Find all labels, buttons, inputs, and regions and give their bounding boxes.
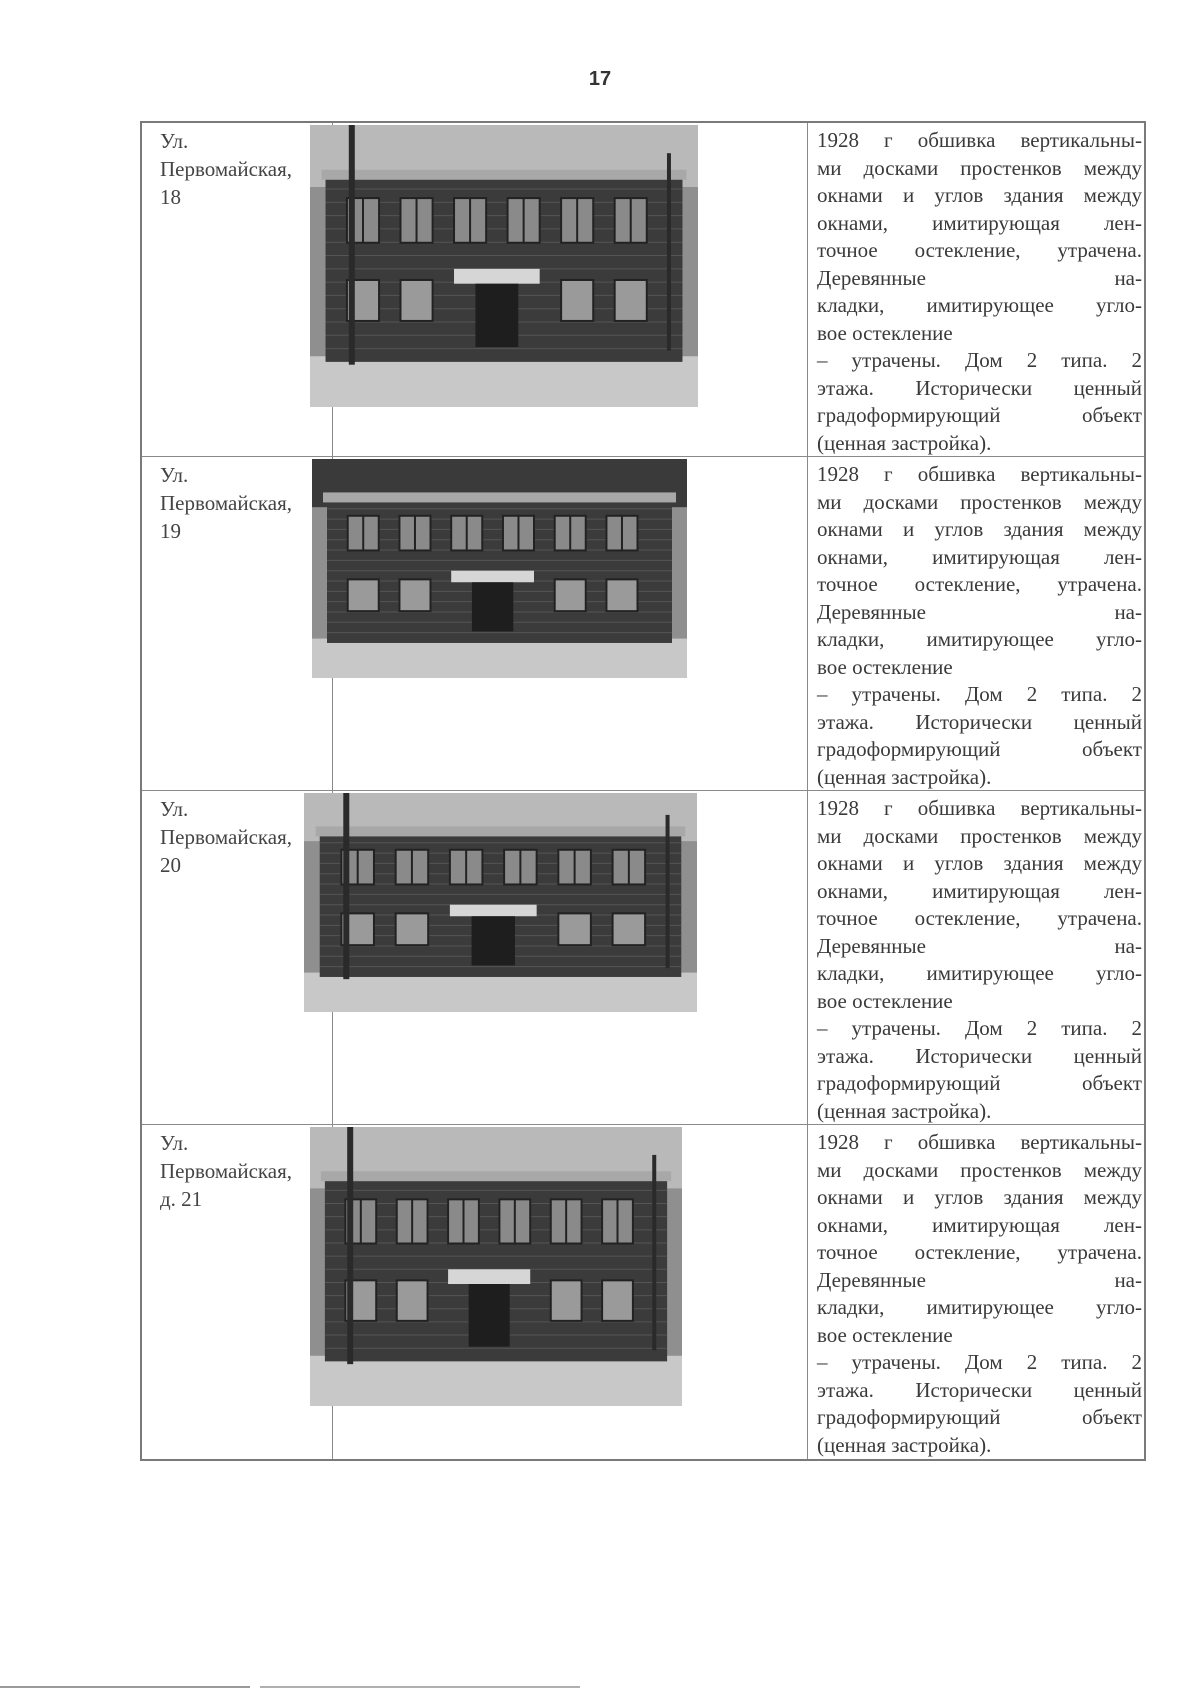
description-line: – утрачены. Дом 2 типа. 2: [817, 1350, 1142, 1374]
description-line: 1928 г обшивка вертикальны-: [817, 796, 1142, 820]
description-line: вое остекление: [817, 320, 953, 345]
description-line: градоформирующий объект: [817, 1071, 1142, 1095]
photo-cell: [334, 123, 806, 456]
description-line: ми досками простенков между: [817, 155, 1142, 180]
description-line: точное остекление, утрачена.: [817, 1240, 1142, 1264]
description-line: точное остекление, утрачена.: [817, 572, 1142, 596]
table-row: [142, 791, 1144, 1125]
description-line: этажа. Исторически ценный: [817, 1043, 1142, 1068]
description-line: (ценная застройка).: [817, 1098, 992, 1123]
description-line: кладки, имитирующее угло-: [817, 1295, 1142, 1319]
description-line: окнами, имитирующая лен-: [817, 544, 1142, 569]
description-line: кладки, имитирующее угло-: [817, 961, 1142, 985]
description-line: Деревянные на-: [817, 1267, 1142, 1292]
footer-rule: [260, 1686, 580, 1688]
description-line: окнами и углов здания между: [817, 851, 1142, 875]
description-line: Деревянные на-: [817, 265, 1142, 290]
address-line: 18: [160, 185, 181, 209]
address-line: Первомайская,: [160, 1159, 292, 1183]
description-line: этажа. Исторически ценный: [817, 1377, 1142, 1402]
description-line: ми досками простенков между: [817, 489, 1142, 514]
address-line: Первомайская,: [160, 157, 292, 181]
address-line: 20: [160, 853, 181, 877]
description-cell: [817, 1129, 1142, 1459]
description-line: этажа. Исторически ценный: [817, 709, 1142, 734]
description-line: 1928 г обшивка вертикальны-: [817, 128, 1142, 152]
building-photo: [304, 793, 697, 1012]
photo-cell: [334, 791, 806, 1124]
description-line: вое остекление: [817, 1322, 953, 1347]
description-line: – утрачены. Дом 2 типа. 2: [817, 348, 1142, 372]
address-line: 19: [160, 519, 181, 543]
description-cell: [817, 127, 1142, 457]
page-number: 17: [588, 68, 612, 90]
address-line: Ул.: [160, 129, 189, 153]
description-line: (ценная застройка).: [817, 1432, 992, 1457]
address-line: Ул.: [160, 463, 189, 487]
footer-rule: [0, 1686, 250, 1688]
building-photo: [310, 1127, 682, 1406]
description-line: ми досками простенков между: [817, 823, 1142, 848]
description-line: кладки, имитирующее угло-: [817, 627, 1142, 651]
description-line: ми досками простенков между: [817, 1157, 1142, 1182]
description-line: точное остекление, утрачена.: [817, 238, 1142, 262]
description-line: окнами, имитирующая лен-: [817, 210, 1142, 235]
heritage-registry-table: [140, 121, 1146, 1461]
building-photo: [312, 459, 687, 678]
address-line: д. 21: [160, 1187, 203, 1211]
description-line: точное остекление, утрачена.: [817, 906, 1142, 930]
address-line: Ул.: [160, 1131, 189, 1155]
description-line: Деревянные на-: [817, 933, 1142, 958]
address-cell: [160, 795, 325, 879]
address-cell: [160, 127, 325, 211]
photo-cell: [334, 457, 806, 790]
description-line: (ценная застройка).: [817, 430, 992, 455]
description-line: окнами и углов здания между: [817, 517, 1142, 541]
description-line: Деревянные на-: [817, 599, 1142, 624]
table-row: [142, 123, 1144, 457]
description-line: вое остекление: [817, 988, 953, 1013]
description-cell: [817, 461, 1142, 791]
address-line: Первомайская,: [160, 491, 292, 515]
description-line: окнами и углов здания между: [817, 1185, 1142, 1209]
description-cell: [817, 795, 1142, 1125]
address-cell: [160, 1129, 325, 1213]
column-divider: [807, 791, 808, 1124]
description-line: – утрачены. Дом 2 типа. 2: [817, 1016, 1142, 1040]
column-divider: [807, 1125, 808, 1459]
description-line: 1928 г обшивка вертикальны-: [817, 1130, 1142, 1154]
address-line: Ул.: [160, 797, 189, 821]
description-line: (ценная застройка).: [817, 764, 992, 789]
column-divider: [807, 123, 808, 456]
description-line: вое остекление: [817, 654, 953, 679]
description-line: градоформирующий объект: [817, 1405, 1142, 1429]
description-line: окнами, имитирующая лен-: [817, 878, 1142, 903]
description-line: окнами и углов здания между: [817, 183, 1142, 207]
table-row: [142, 457, 1144, 791]
description-line: окнами, имитирующая лен-: [817, 1212, 1142, 1237]
address-line: Первомайская,: [160, 825, 292, 849]
description-line: градоформирующий объект: [817, 737, 1142, 761]
photo-cell: [334, 1125, 806, 1459]
description-line: кладки, имитирующее угло-: [817, 293, 1142, 317]
address-cell: [160, 461, 325, 545]
description-line: 1928 г обшивка вертикальны-: [817, 462, 1142, 486]
description-line: градоформирующий объект: [817, 403, 1142, 427]
building-photo: [310, 125, 698, 407]
description-line: этажа. Исторически ценный: [817, 375, 1142, 400]
table-row: [142, 1125, 1144, 1459]
description-line: – утрачены. Дом 2 типа. 2: [817, 682, 1142, 706]
column-divider: [807, 457, 808, 790]
